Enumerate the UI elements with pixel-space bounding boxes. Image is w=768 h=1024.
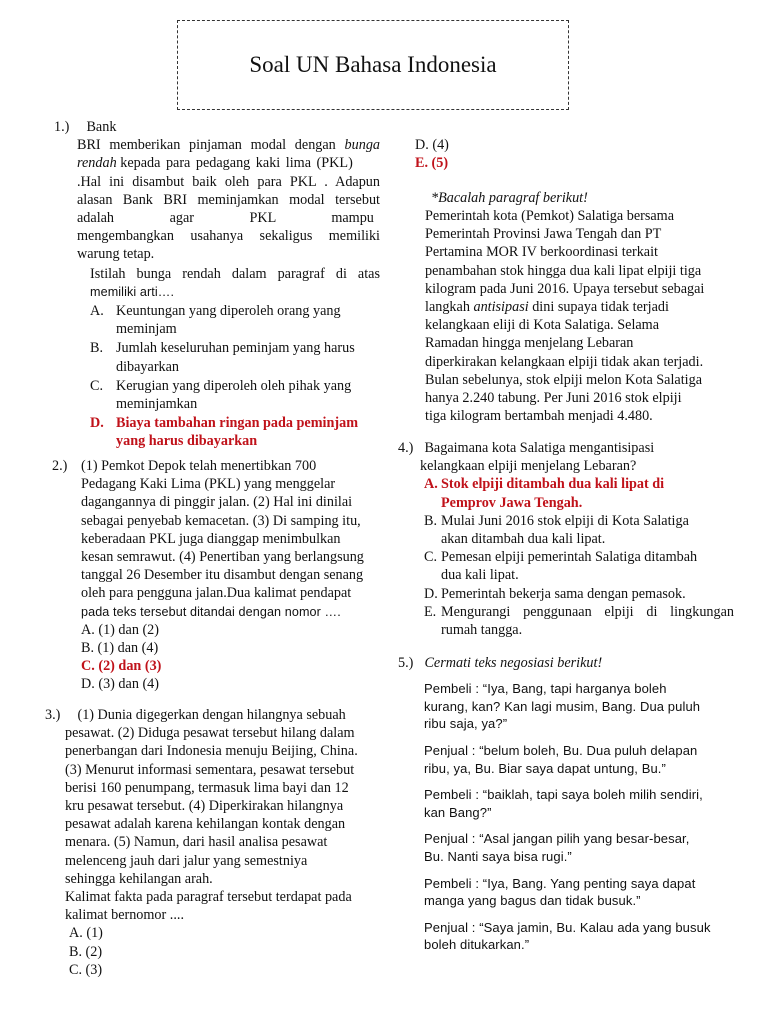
q1-stem: Istilah bunga rendah dalam paragraf di atas <box>90 265 380 282</box>
left-column <box>45 118 380 978</box>
q1-stem: memiliki arti…. <box>90 284 175 299</box>
option-a[interactable]: A. Keuntungan yang diperoleh orang yang meminjam <box>90 303 341 338</box>
q1-line: BRI memberikan pinjaman modal dengan <box>77 137 336 154</box>
option-a-answer[interactable]: A. Stok elpiji ditambah dua kali lipat di Pemprov Jawa Tengah. <box>424 476 665 511</box>
q1-line: mengembangkan usahanya sekaligus memiliki <box>77 228 380 245</box>
q1-line: warung tetap. <box>77 246 155 263</box>
document-title: Soal UN Bahasa Indonesia <box>249 52 497 77</box>
option-d[interactable]: D. Pemerintah bekerja sama dengan pemasok. <box>424 585 686 602</box>
q1-italic: bunga <box>344 137 380 154</box>
q3-continued <box>415 136 449 172</box>
reading-instruction: *Bacalah paragraf berikut! <box>431 190 588 206</box>
question-5 <box>398 654 733 954</box>
dialog-line: Penjual : “Saya jamin, Bu. Kalau ada yang busuk boleh ditukarkan.” <box>424 919 711 953</box>
q1-line: kepada para pedagang kaki lima (PKL) <box>120 155 353 172</box>
dialog-line: Penjual : “belum boleh, Bu. Dua puluh delapan ribu, ya, Bu. Biar saya dapat untung, Bu.” <box>424 742 698 776</box>
option-b[interactable]: B. Mulai Juni 2016 stok elpiji di Kota Salatiga akan ditambah dua kali lipat. <box>424 512 689 548</box>
option-c[interactable]: C. Kerugian yang diperoleh oleh pihak yang meminjamkan <box>90 377 352 413</box>
question-number: 3.) <box>45 707 61 723</box>
option-c[interactable]: C. Pemesan elpiji pemerintah Salatiga ditambah dua kali lipat. <box>424 549 698 584</box>
q1-line: adalah agar PKL mampu <box>77 210 374 227</box>
dialog-line: Pembeli : “Iya, Bang. Yang penting saya dapat manga yang bagus dan tidak busuk.” <box>424 875 696 909</box>
q1-line: .Hal ini disambut baik oleh para PKL . Adapun <box>77 173 380 190</box>
q1-word: Bank <box>86 119 117 135</box>
option-b[interactable]: B. (1) dan (4) <box>81 640 159 657</box>
question-4: 4.) Bagaimana kota Salatiga mengantisipasi kelangkaan elpiji menjelang Lebaran? A. Stok elpiji ditambah dua kali lipat di Pemprov Jawa Tengah. B. Mulai Juni 2016 stok elpiji di Kota Salatiga akan ditambah dua kali lipat. C. Pemesan elpiji pemerintah Salatiga ditambah dua kali lipat. D. Pemerintah bekerja sama dengan pemasok. E. Mengurangi penggunaan elpiji di lingkungan rumah tangga. <box>398 440 734 639</box>
dialog-line: Pembeli : “Iya, Bang, tapi harganya boleh kurang, kan? Kan lagi musim, Bang. Dua puluh ribu saja, ya?” <box>424 681 701 732</box>
option-b[interactable]: B. (2) <box>69 943 103 960</box>
option-d[interactable]: D. (4) <box>415 137 449 153</box>
q5-instruction: Cermati teks negosiasi berikut! <box>424 655 603 671</box>
question-number: 1.) <box>54 119 70 135</box>
title-box <box>177 20 569 110</box>
question-number: 2.) <box>52 458 68 474</box>
question-number: 4.) <box>398 440 414 456</box>
q1-italic: rendah <box>77 155 117 172</box>
question-2: 2.) (1) Pemkot Depok telah menertibkan 700 Pedagang Kaki Lima (PKL) yang menggelar dagangannya di pinggir jalan. (2) Hal ini dinilai sebagai penyebab kemacetan. (3) Di samping itu, keberadaan PKL juga dianggap menimbulkan kesan semrawut. (4) Penertiban yang berlangsung tanggal 26 Desember itu disambut dengan senang oleh para pengguna jalan.Dua kalimat pendapat pada teks tersebut ditandai dengan nomor …. A. (1) dan (2) B. (1) dan (4) C. (2) dan (3) D. (3) dan (4) <box>48 457 388 694</box>
option-d-answer[interactable]: D. Biaya tambahan ringan pada peminjam yang harus dibayarkan <box>90 415 359 450</box>
option-c[interactable]: C. (3) <box>69 961 103 978</box>
option-c-answer[interactable]: C. (2) dan (3) <box>81 658 162 675</box>
question-1 <box>48 118 380 451</box>
dialog-line: Penjual : “Asal jangan pilih yang besar-besar, Bu. Nanti saya bisa rugi.” <box>424 831 690 864</box>
option-a[interactable]: A. (1) dan (2) <box>81 621 160 638</box>
q1-line: alasan Bank BRI meminjamkan modal tersebut <box>77 191 380 208</box>
option-b[interactable]: B. Jumlah keseluruhan peminjam yang harus dibayarkan <box>90 340 355 375</box>
question-3: 3.) (1) Dunia digegerkan dengan hilangnya sebuah pesawat. (2) Diduga pesawat tersebut hilang dalam penerbangan dari Indonesia menuju Beijing, China. (3) Menurut informasi sementara, pesawat tersebut berisi 160 penumpang, termasuk lima bayi dan 12 kru pesawat tersebut. (4) Diperkirakan hilangnya pesawat adalah karena kehilangan kontak dengan menara. (5) Namun, dari hasil analisa pesawat melenceng jauh dari jalur yang semestniya sehingga kehilangan arah. Kalimat fakta pada paragraf tersebut terdapat pada kalimat bernomor .... A. (1) B. (2) C. (3) <box>45 706 395 979</box>
reading-passage: Pemerintah kota (Pemkot) Salatiga bersama Pemerintah Provinsi Jawa Tengah dan PT Pertamina MOR IV berkoordinasi terkait penambahan stok hingga dua kali lipat elpiji tiga kilogram pada Juni 2016. Upaya tersebut sebagai langkah antisipasi dini supaya tidak terjadi kelangkaan eliji di Kota Salatiga. Selama Ramadan hingga menjelang Lebaran diperkirakan kelangkaan elpiji tidak akan terjadi. Bulan sebelunya, stok elpiji melon Kota Salatiga hanya 2.240 tabung. Per Juni 2016 stok elpiji tiga kilogram bertambah menjadi 4.480. <box>425 208 705 425</box>
option-e[interactable]: E. Mengurangi penggunaan elpiji di lingkungan rumah tangga. <box>424 603 734 639</box>
dialog-line: Pembeli : “baiklah, tapi saya boleh milih sendiri, kan Bang?” <box>424 787 703 820</box>
option-d[interactable]: D. (3) dan (4) <box>81 676 160 693</box>
option-a[interactable]: A. (1) <box>69 925 103 942</box>
question-number: 5.) <box>398 655 414 671</box>
option-e-answer[interactable]: E. (5) <box>415 155 449 172</box>
